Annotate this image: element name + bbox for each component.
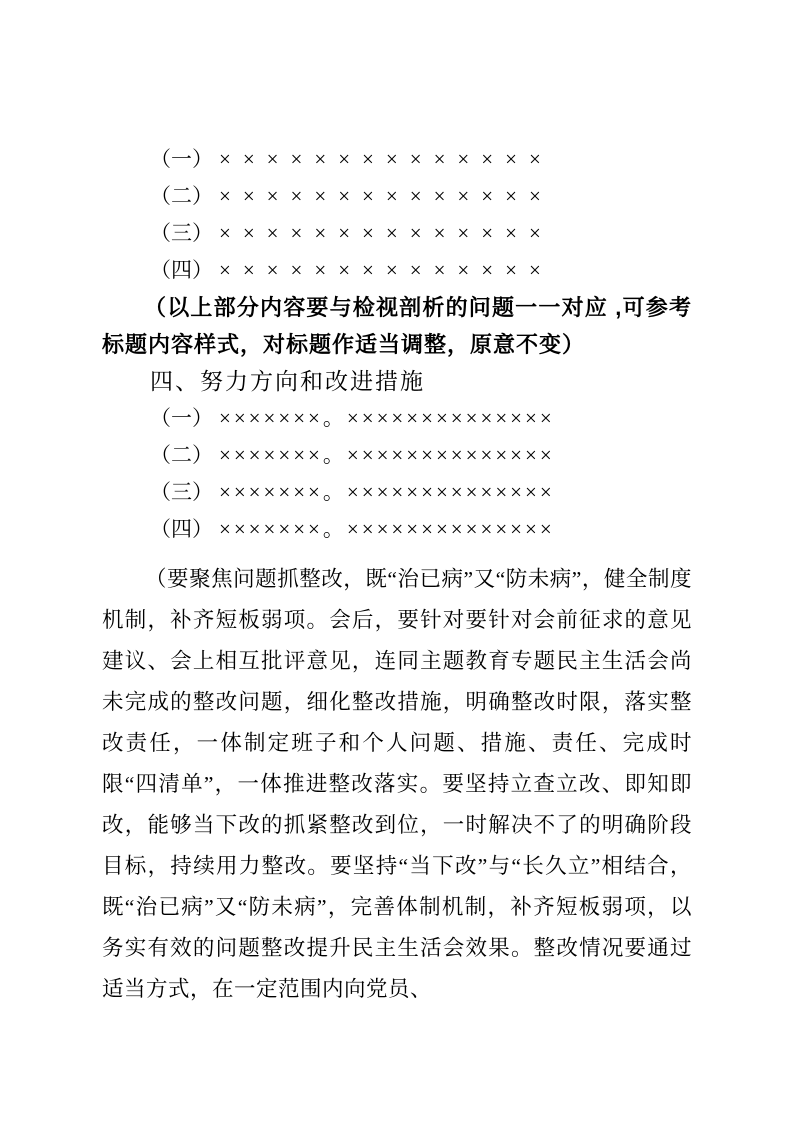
section-heading: 四、努力方向和改进措施 — [150, 368, 425, 394]
body-paragraph: （要聚焦问题抓整改，既“治已病”又“防未病”，健全制度机制，补齐短板弱项。会后，要针对要针对会前征求的意见建议、会上相互批评意见，连同主题教育专题民主生活会尚未完成的整改问题，细化整改措施，明确整改时限，落实整改责任，一体制定班子和个人问题、措施、责任、完成时限“四清单”，一体推进整改落实。要坚持立查立改、即知即改，能够当下改的抓紧整改到位，一时解决不了的明确阶段目标，持续用力整改。要坚持“当下改”与“长久立”相结合，既“治已病”又“防未病”，完善体制机制，补齐短板弱项，以务实有效的问题整改提升民主生活会效果。整改情况要通过适当方式，在一定范围内向党员、 — [102, 567, 692, 1001]
placeholder-marks: ×××××××××××××× — [346, 517, 555, 541]
page-content — [102, 141, 692, 1010]
note-paragraph: （以上部分内容要与检视剖析的问题一一对应 ,可参考标题内容样式，对标题作适当调整，原意不变） — [102, 295, 692, 357]
item-number: （四） — [150, 258, 213, 282]
item-number: （三） — [150, 480, 213, 504]
placeholder-marks: ××××××× — [219, 517, 323, 541]
placeholder-marks: ×××××××××××××× — [346, 443, 555, 467]
list1-item-3 — [102, 215, 692, 252]
placeholder-marks: ×××××××××××××× — [219, 184, 553, 208]
list1-item-2 — [102, 178, 692, 215]
full-stop: 。 — [322, 406, 347, 430]
full-stop: 。 — [322, 443, 347, 467]
placeholder-marks: ×××××××××××××× — [219, 258, 553, 282]
placeholder-marks: ×××××××××××××× — [346, 406, 555, 430]
item-number: （二） — [150, 443, 213, 467]
list1-item-1 — [102, 141, 692, 178]
item-number: （一） — [150, 147, 213, 171]
list2-item-2 — [102, 437, 692, 474]
full-stop: 。 — [322, 480, 347, 504]
list2-item-1 — [102, 400, 692, 437]
placeholder-marks: ×××××××××××××× — [346, 480, 555, 504]
list1-item-4 — [102, 252, 692, 289]
item-number: （四） — [150, 517, 213, 541]
placeholder-marks: ×××××××××××××× — [219, 147, 553, 171]
placeholder-marks: ××××××× — [219, 406, 323, 430]
item-number: （一） — [150, 406, 213, 430]
list2-item-3 — [102, 474, 692, 511]
list2-item-4 — [102, 511, 692, 548]
item-number: （三） — [150, 221, 213, 245]
placeholder-marks: ××××××× — [219, 443, 323, 467]
placeholder-marks: ××××××× — [219, 480, 323, 504]
item-number: （二） — [150, 184, 213, 208]
placeholder-marks: ×××××××××××××× — [219, 221, 553, 245]
full-stop: 。 — [322, 517, 347, 541]
